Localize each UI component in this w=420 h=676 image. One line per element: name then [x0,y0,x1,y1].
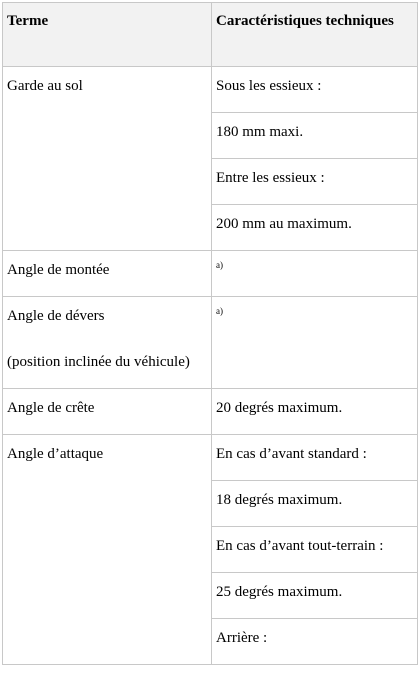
header-term: Terme [3,3,212,67]
spec-cell: 200 mm au maximum. [212,205,418,251]
table-row [3,251,418,297]
footnote-marker: a) [216,306,223,316]
table-row [3,297,418,389]
spec-cell: 25 degrés maximum. [212,573,418,619]
term-angle-de-devers-note: (position inclinée du véhicule) [7,354,190,370]
term-angle-d-attaque: Angle d’attaque [3,435,212,665]
term-angle-de-crete: Angle de crête [3,389,212,435]
term-garde-au-sol: Garde au sol [3,67,212,251]
specifications-table [2,2,418,665]
table-row [3,67,418,113]
footnote-marker: a) [216,260,223,270]
table-row [3,389,418,435]
spec-cell: En cas d’avant standard : [212,435,418,481]
spec-cell: 18 degrés maximum. [212,481,418,527]
term-angle-de-montee: Angle de montée [3,251,212,297]
spec-cell: 180 mm maxi. [212,113,418,159]
term-angle-de-devers: Angle de dévers [7,308,105,324]
spec-cell: En cas d’avant tout-terrain : [212,527,418,573]
spec-cell: Sous les essieux : [212,67,418,113]
header-spec: Caractéristiques techniques [212,3,418,67]
spec-cell: Entre les essieux : [212,159,418,205]
header-row [3,3,418,67]
spec-cell: Arrière : [212,619,418,665]
spec-cell: 20 degrés maximum. [212,389,418,435]
table-row [3,435,418,481]
